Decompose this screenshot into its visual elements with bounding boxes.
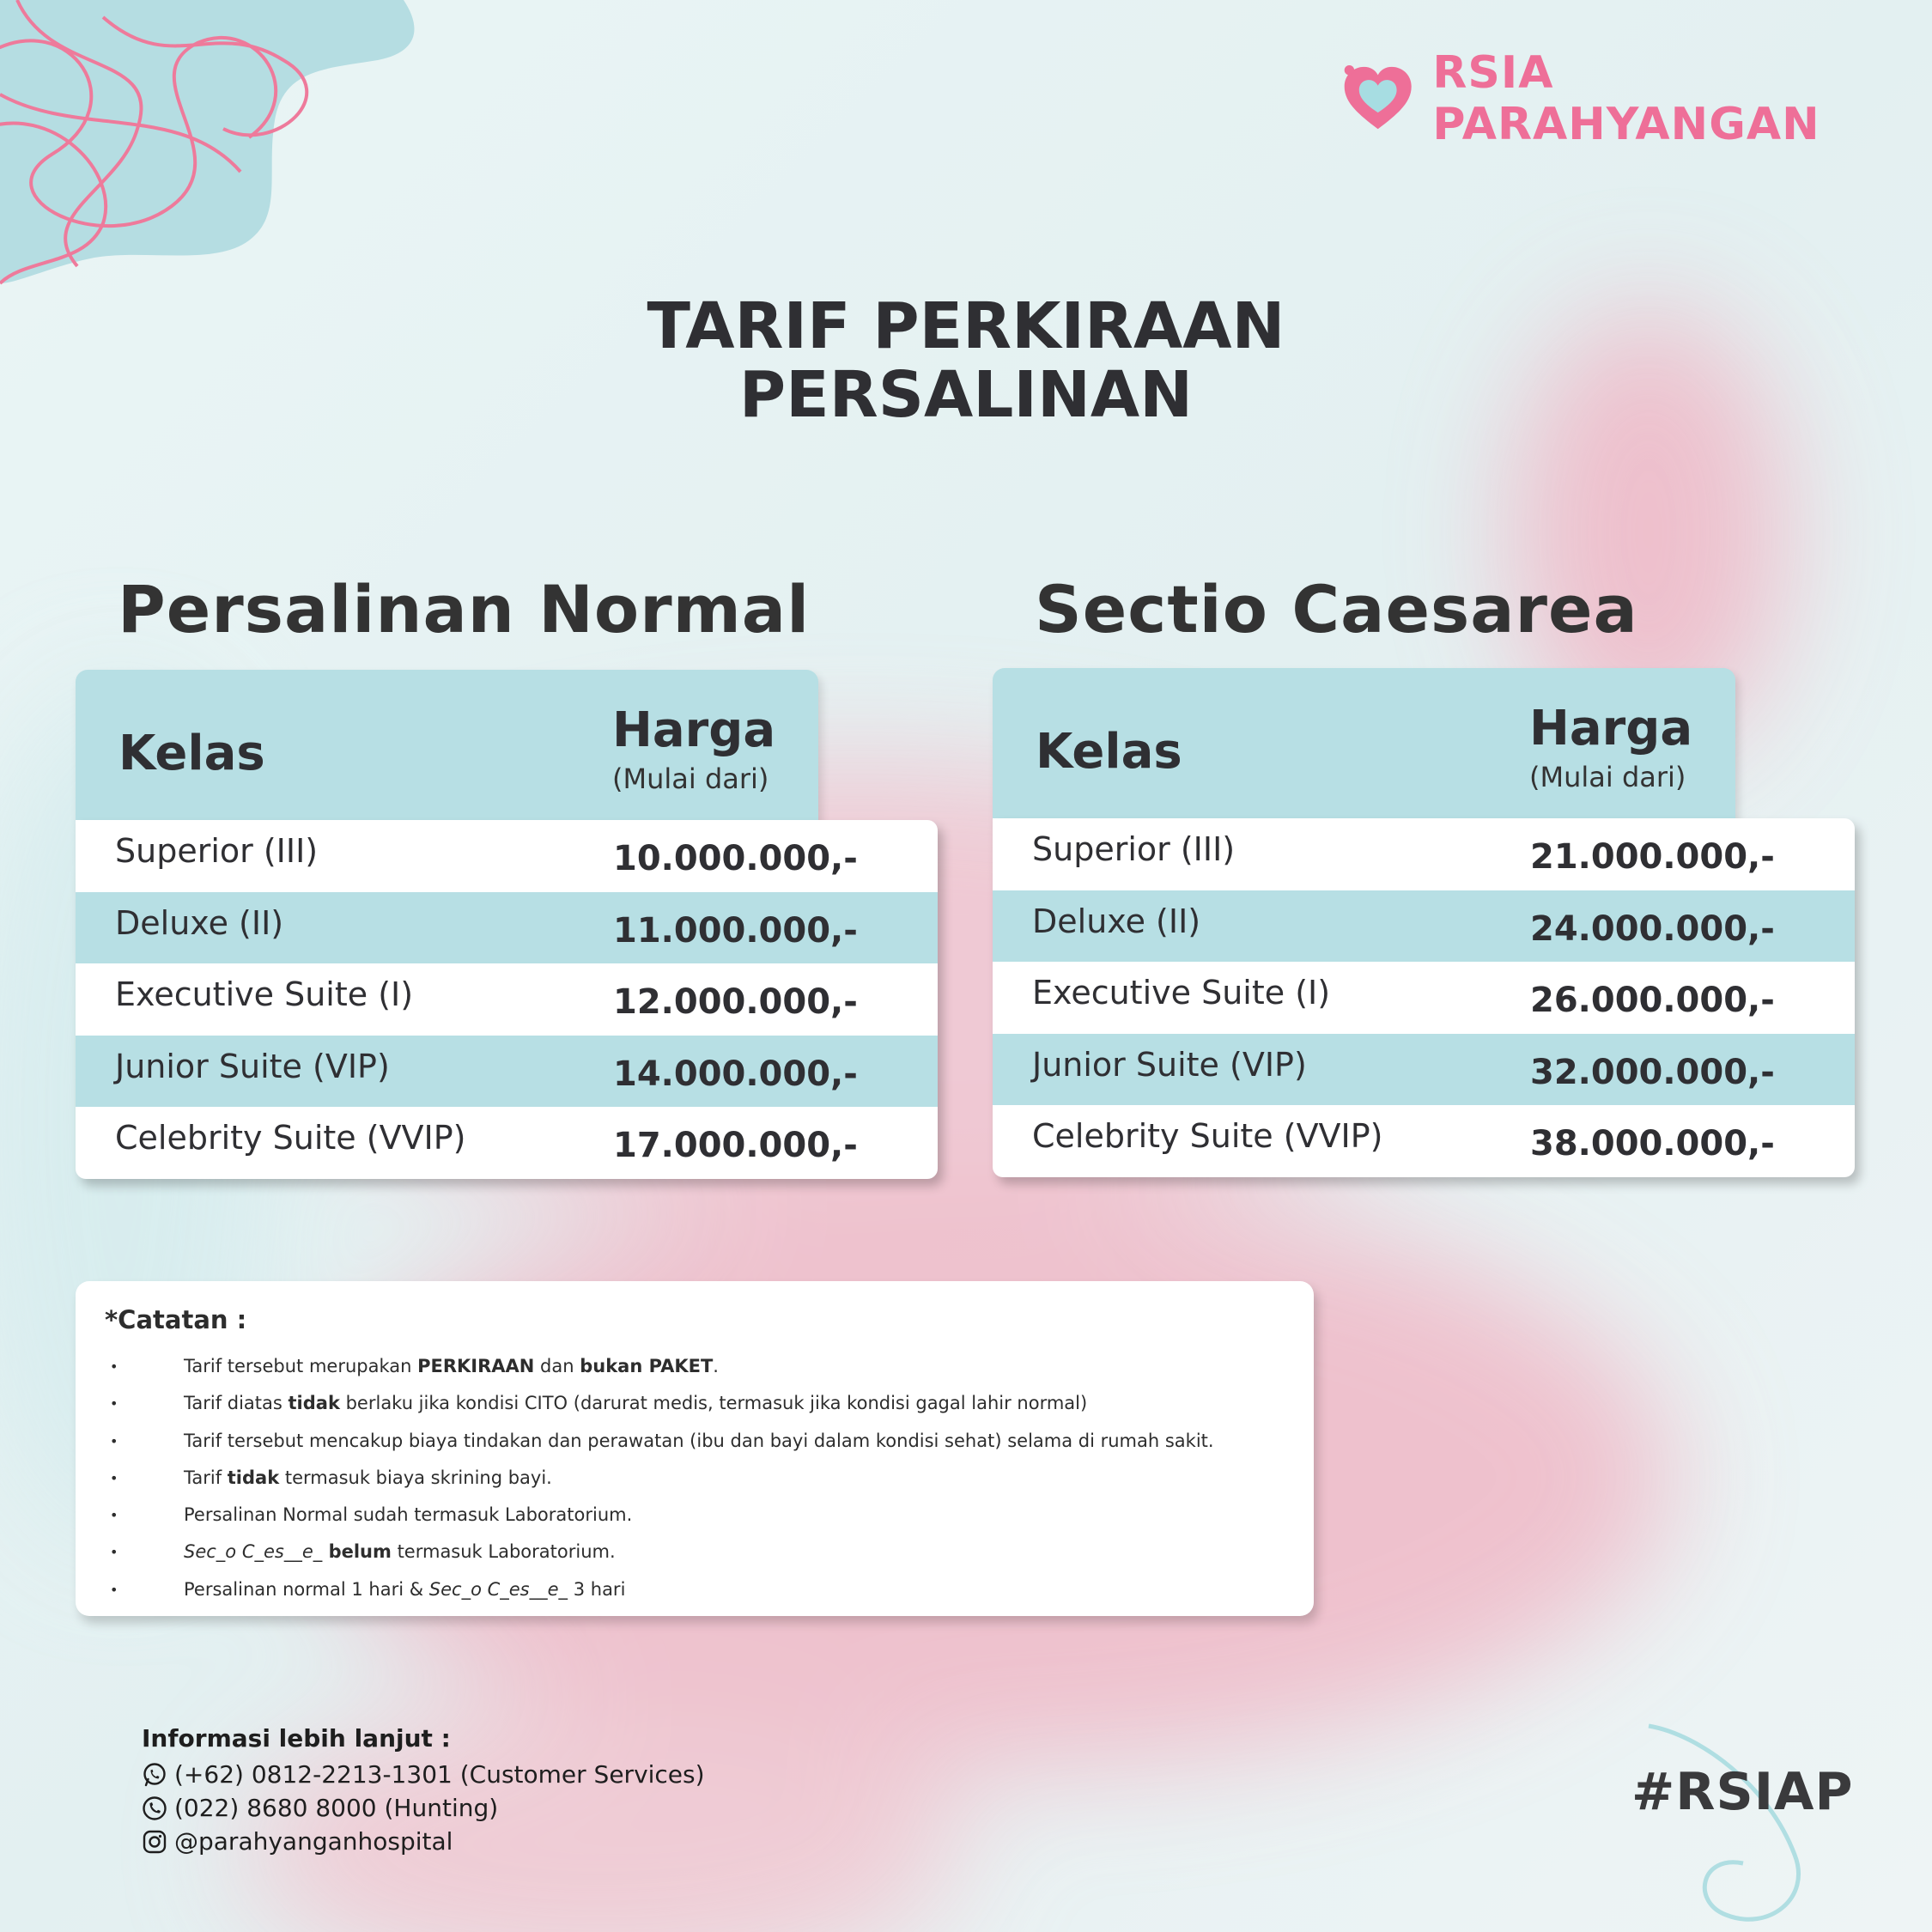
- row-kelas: Junior Suite (VIP): [115, 1047, 390, 1085]
- row-harga: 24.000.000,-: [1530, 908, 1775, 949]
- row-harga: 21.000.000,-: [1530, 837, 1775, 877]
- table-header-normal: [76, 670, 818, 824]
- note-item: • Sec_o C_es__e_ belum termasuk Laboratorium.: [110, 1534, 1214, 1571]
- column-header-kelas: Kelas: [1036, 724, 1182, 780]
- title-line-2: PERSALINAN: [738, 358, 1194, 432]
- note-item: • Tarif tidak termasuk biaya skrining bayi.: [110, 1460, 1214, 1497]
- column-header-harga-sub: (Mulai dari): [1529, 761, 1686, 793]
- title-line-1: TARIF PERKIRAAN: [647, 289, 1285, 363]
- notes-list: [110, 1348, 1214, 1608]
- section-title-normal: Persalinan Normal: [118, 571, 811, 647]
- notes-title: *Catatan :: [105, 1305, 247, 1334]
- table-row: [993, 1034, 1855, 1106]
- heart-logo-icon: [1340, 60, 1417, 137]
- row-kelas: Deluxe (II): [1032, 902, 1201, 940]
- section-title-caesarea: Sectio Caesarea: [1035, 571, 1638, 647]
- row-kelas: Executive Suite (I): [1032, 974, 1331, 1012]
- page-title: [0, 289, 1932, 432]
- phone-icon: [142, 1795, 167, 1821]
- contact-instagram: [142, 1825, 705, 1858]
- contact-title: Informasi lebih lanjut :: [142, 1724, 451, 1753]
- note-item: • Tarif tersebut merupakan PERKIRAAN dan bukan PAKET.: [110, 1348, 1214, 1385]
- note-item: • Persalinan normal 1 hari & Sec_o C_es__e_ 3 hari: [110, 1571, 1214, 1608]
- brand-logo: [1340, 47, 1932, 150]
- note-item: • Persalinan Normal sudah termasuk Laboratorium.: [110, 1497, 1214, 1534]
- row-harga: 14.000.000,-: [613, 1054, 858, 1094]
- table-body-caesarea: [993, 818, 1855, 1177]
- instagram-icon: [142, 1829, 167, 1855]
- table-header-caesarea: [993, 668, 1735, 823]
- table-body-normal: [76, 820, 938, 1179]
- row-kelas: Celebrity Suite (VVIP): [115, 1119, 466, 1157]
- contact-info: [142, 1724, 705, 1858]
- phone-number: (022) 8680 8000 (Hunting): [174, 1794, 499, 1822]
- table-row: [76, 1107, 938, 1179]
- hashtag: #RSIAP: [1631, 1762, 1854, 1822]
- row-harga: 38.000.000,-: [1530, 1124, 1775, 1164]
- whatsapp-number: (+62) 0812-2213-1301 (Customer Services): [174, 1760, 705, 1789]
- instagram-handle: @parahyanganhospital: [174, 1827, 453, 1856]
- note-item: • Tarif diatas tidak berlaku jika kondisi CITO (darurat medis, termasuk jika kondisi gagal lahir normal): [110, 1385, 1214, 1422]
- row-kelas: Deluxe (II): [115, 903, 284, 942]
- column-header-harga: Harga: [612, 702, 776, 758]
- note-item: • Tarif tersebut mencakup biaya tindakan dan perawatan (ibu dan bayi dalam kondisi sehat) selama di rumah sakit.: [110, 1423, 1214, 1460]
- row-kelas: Superior (III): [1032, 830, 1236, 868]
- row-harga: 26.000.000,-: [1530, 981, 1775, 1021]
- row-kelas: Superior (III): [115, 832, 319, 870]
- column-header-kelas: Kelas: [118, 726, 265, 781]
- row-harga: 17.000.000,-: [613, 1126, 858, 1166]
- table-row: [76, 1036, 938, 1108]
- row-harga: 32.000.000,-: [1530, 1052, 1775, 1092]
- table-row: [993, 818, 1855, 890]
- brand-name: RSIA PARAHYANGAN: [1432, 47, 1820, 150]
- table-row: [76, 820, 938, 892]
- table-row: [993, 962, 1855, 1034]
- whatsapp-icon: [142, 1762, 167, 1788]
- contact-whatsapp: [142, 1758, 705, 1791]
- column-header-harga: Harga: [1529, 701, 1693, 756]
- row-kelas: Celebrity Suite (VVIP): [1032, 1117, 1383, 1156]
- table-row: [76, 892, 938, 964]
- column-header-harga-sub: (Mulai dari): [612, 762, 769, 795]
- row-kelas: Executive Suite (I): [115, 975, 414, 1014]
- table-row: [993, 890, 1855, 963]
- table-row: [993, 1105, 1855, 1177]
- contact-phone: [142, 1791, 705, 1825]
- notes-card: [76, 1281, 1314, 1616]
- row-harga: 10.000.000,-: [613, 839, 858, 878]
- table-row: [76, 963, 938, 1036]
- row-harga: 12.000.000,-: [613, 982, 858, 1023]
- row-kelas: Junior Suite (VIP): [1032, 1045, 1307, 1084]
- row-harga: 11.000.000,-: [613, 910, 858, 951]
